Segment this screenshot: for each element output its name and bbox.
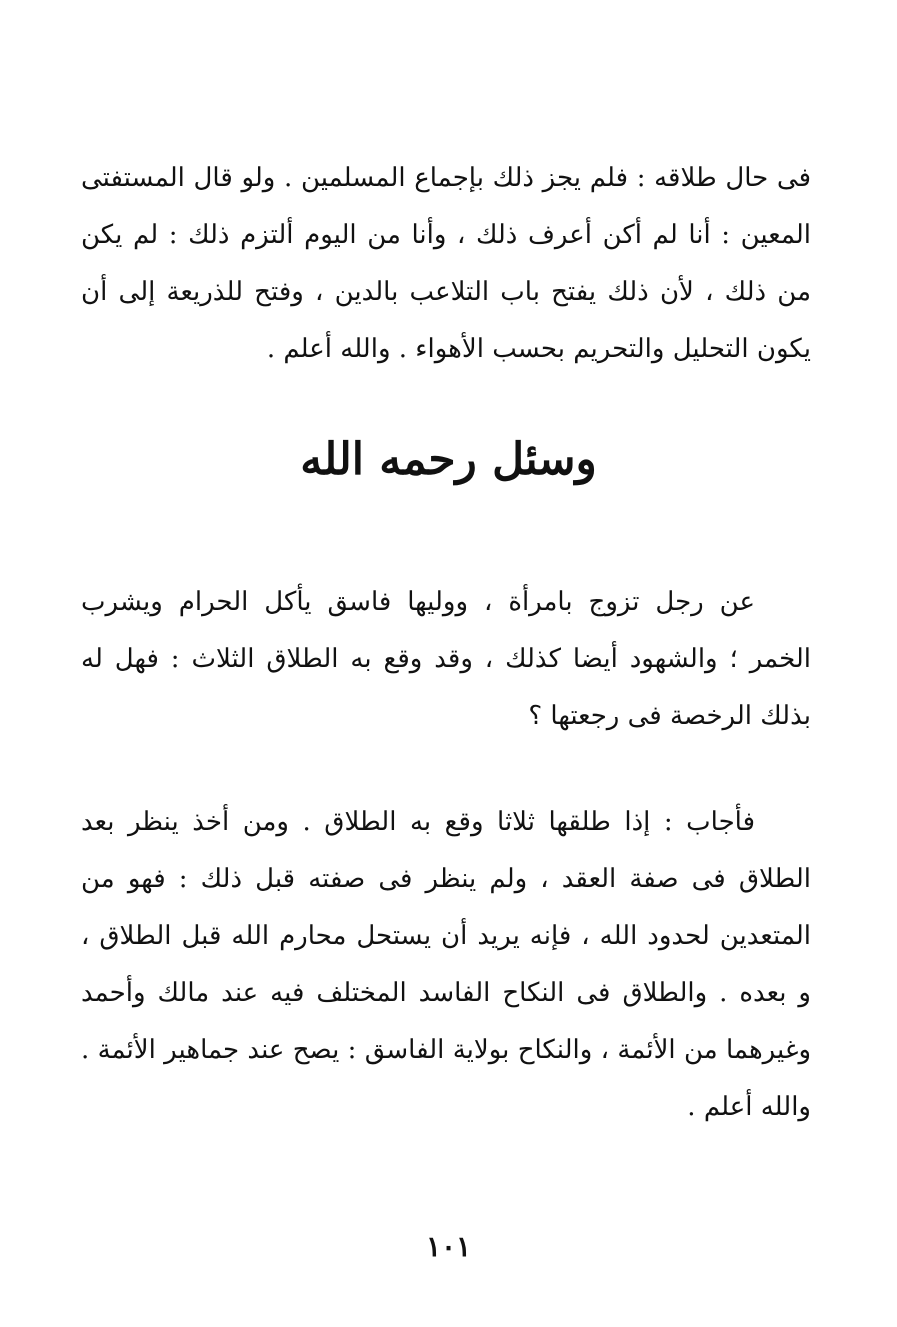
section-heading: وسئل رحمه الله — [300, 434, 597, 485]
page-number: ١٠١ — [425, 1230, 472, 1263]
paragraph-answer: فأجاب : إذا طلقها ثلاثا وقع به الطلاق . ومن أخذ ينظر بعد الطلاق فى صفة العقد ، ولم ينظر فى صفته قبل ذلك : فهو من المتعدين لحدود الله ، فإنه يريد أن يستحل محارم الله قبل الطلاق ، و بعده . والطلاق فى النكاح الفاسد المختلف فيه عند مالك وأحمد وغيرهما من الأئمة ، والنكاح بولاية الفاسق : يصح عند جماهير الأئمة . والله أعلم . — [81, 807, 811, 1122]
paragraph-question: عن رجل تزوج بامرأة ، ووليها فاسق يأكل الحرام ويشرب الخمر ؛ والشهود أيضا كذلك ، وقد وقع به الطلاق الثلاث : فهل له بذلك الرخصة فى رجعتها ؟ — [81, 587, 811, 731]
paragraph-previous-answer-end: فى حال طلاقه : فلم يجز ذلك بإجماع المسلمين . ولو قال المستفتى المعين : أنا لم أكن أعرف ذلك ، وأنا من اليوم ألتزم ذلك : لم يكن من ذلك ، لأن ذلك يفتح باب التلاعب بالدين ، وفتح للذريعة إلى أن يكون التحليل والتحريم بحسب الأهواء . والله أعلم . — [81, 163, 811, 364]
